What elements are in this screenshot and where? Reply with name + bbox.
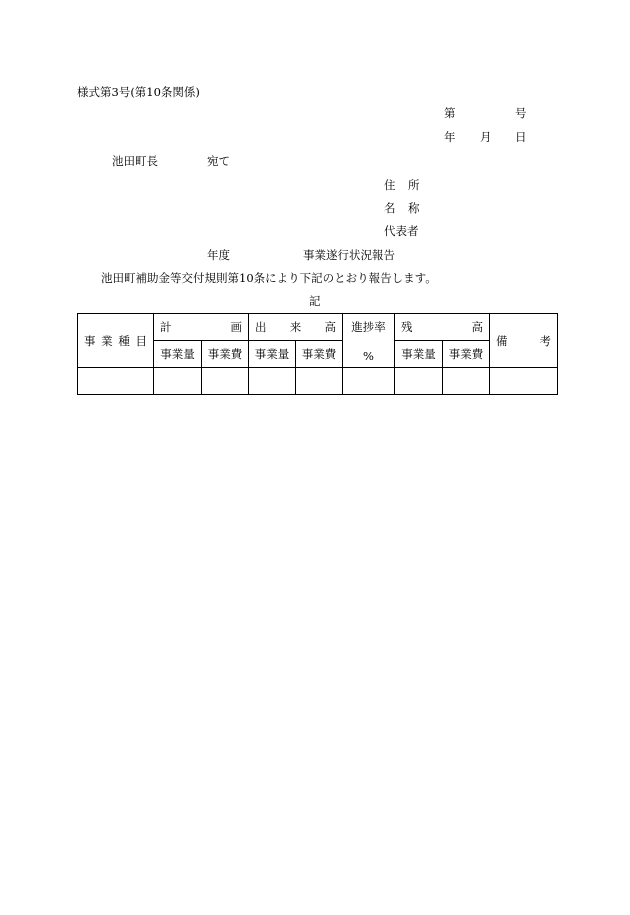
address-label-1: 住 — [384, 178, 396, 192]
date-year: 年 — [444, 130, 456, 144]
remarks-cell[interactable] — [490, 368, 558, 395]
done-cost-header: 事業費 — [296, 341, 343, 368]
plan-cost-cell[interactable] — [202, 368, 249, 395]
plan-cost-header: 事業費 — [202, 341, 249, 368]
done-qty-cell[interactable] — [249, 368, 296, 395]
addressee-name: 池田町長 — [112, 154, 158, 168]
address-label-2: 所 — [408, 178, 420, 192]
remain-qty-cell[interactable] — [395, 368, 443, 395]
remain-cost-cell[interactable] — [443, 368, 490, 395]
table-row — [78, 368, 558, 395]
done-qty-header: 事業量 — [249, 341, 296, 368]
done-header: 出 来 高 — [249, 314, 343, 341]
plan-qty-header: 事業量 — [154, 341, 202, 368]
category-cell[interactable] — [78, 368, 154, 395]
ki-label: 記 — [309, 294, 321, 308]
remarks-header: 備 考 — [490, 314, 558, 368]
report-table — [77, 313, 558, 395]
addressee-suffix: 宛て — [207, 154, 230, 168]
category-header: 事 業 種 目 — [78, 314, 154, 368]
title-report: 事業遂行状況報告 — [303, 248, 395, 262]
number-prefix: 第 — [444, 106, 456, 120]
plan-qty-cell[interactable] — [154, 368, 202, 395]
representative-label: 代表者 — [384, 224, 419, 238]
name-label-1: 名 — [384, 201, 396, 215]
progress-cell[interactable] — [343, 368, 395, 395]
form-label: 様式第3号(第10条関係) — [77, 85, 200, 99]
body-text: 池田町補助金等交付規則第10条により下記のとおり報告します。 — [101, 271, 437, 285]
remain-qty-header: 事業量 — [395, 341, 443, 368]
plan-header: 計 画 — [154, 314, 249, 341]
remain-cost-header: 事業費 — [443, 341, 490, 368]
done-cost-cell[interactable] — [296, 368, 343, 395]
date-month: 月 — [480, 130, 492, 144]
progress-header: 進捗率 % — [343, 314, 395, 368]
remain-header: 残 高 — [395, 314, 490, 341]
title-year: 年度 — [207, 248, 230, 262]
name-label-2: 称 — [408, 201, 420, 215]
date-day: 日 — [515, 130, 527, 144]
number-suffix: 号 — [515, 106, 527, 120]
